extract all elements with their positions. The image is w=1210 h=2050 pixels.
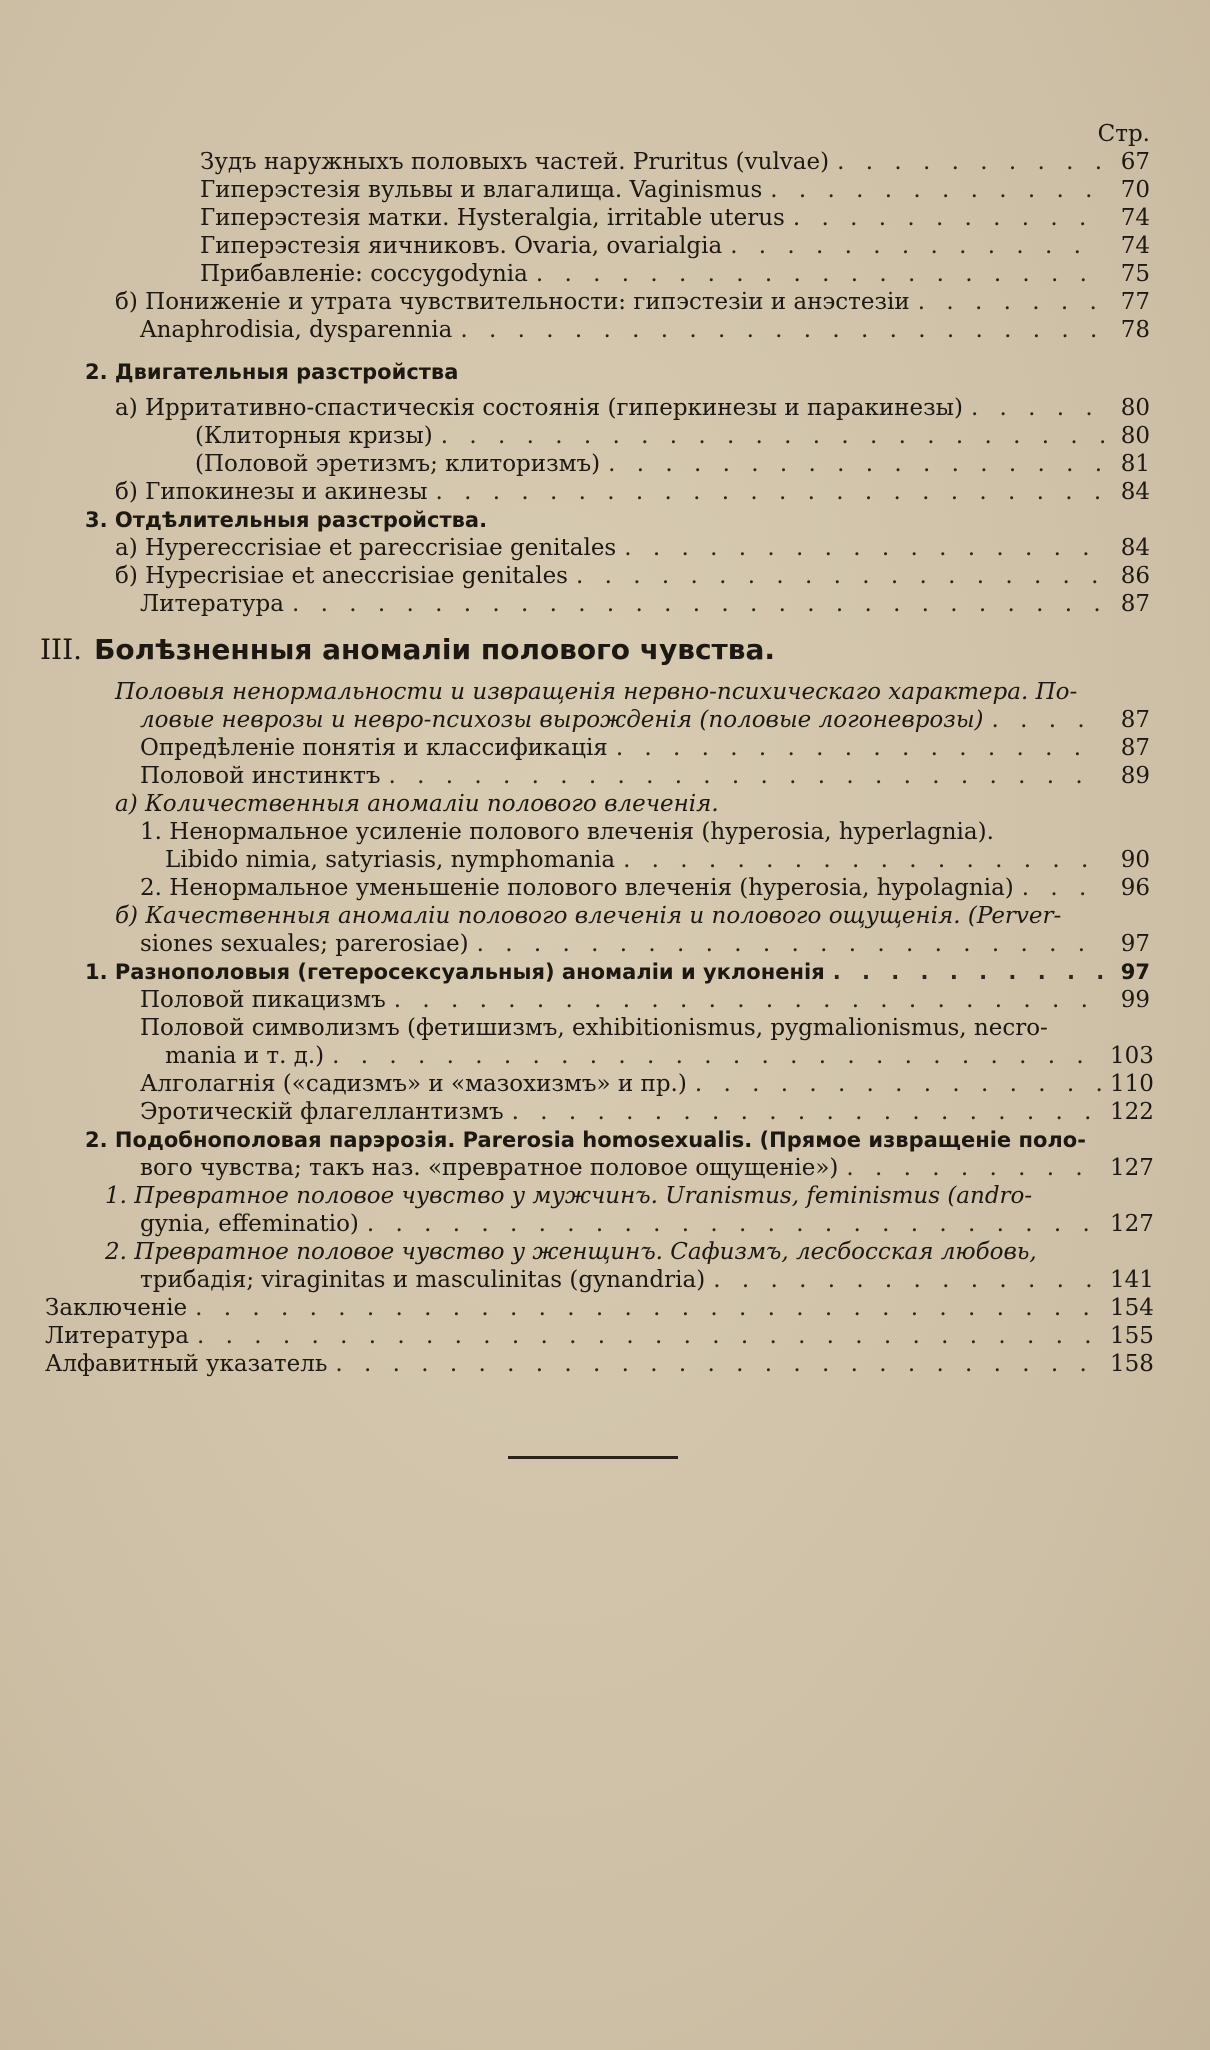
part-heading: III. Болѣзненныя аномаліи полового чувства. xyxy=(40,633,776,666)
toc-entry: трибадія; viraginitas и masculinitas (gynandria) . . . 141 xyxy=(140,1266,1150,1294)
toc-entry: gynia, effeminatio) . . . 127 xyxy=(140,1210,1150,1238)
toc-entry: б) Гипокинезы и акинезы . . . 84 xyxy=(115,478,1150,506)
toc-entry: б) Пониженіе и утрата чувствительности: гипэстезіи и анэстезіи . . . 77 xyxy=(115,288,1150,316)
toc-entry: Половыя ненормальности и извращенія нервно-психическаго характера. По- xyxy=(115,679,1078,705)
toc-entry: 1. Разнополовыя (гетеросексуальныя) аномаліи и уклоненія . . . 97 xyxy=(85,958,1150,986)
toc-entry: 2. Ненормальное уменьшеніе полового влеченія (hyperosia, hypolagnia) . . . 96 xyxy=(140,874,1150,902)
toc-entry: (Половой эретизмъ; клиторизмъ) . . . 81 xyxy=(195,450,1150,478)
section-heading: 2. Двигательныя разстройства xyxy=(85,360,459,384)
toc-entry: вого чувства; такъ наз. «превратное половое ощущеніе») . . . 127 xyxy=(140,1154,1150,1182)
toc-entry: Половой символизмъ (фетишизмъ, exhibitionismus, pygmalionismus, necro- xyxy=(140,1015,1048,1041)
toc-entry: siones sexuales; parerosiae) . . . 97 xyxy=(140,930,1150,958)
toc-entry: ловые неврозы и невро-психозы вырожденія (половые логоневрозы) . . . 87 xyxy=(140,706,1150,734)
toc-entry: Половой пикацизмъ . . . 99 xyxy=(140,986,1150,1014)
toc-entry: а) Hypereccrisiae et pareccrisiae genitales . . . 84 xyxy=(115,534,1150,562)
toc-entry: Литература . . . 87 xyxy=(140,590,1150,618)
section-heading: 3. Отдѣлительныя разстройства. xyxy=(85,508,488,532)
page-column-header: Стр. xyxy=(1097,121,1150,147)
toc-entry: Заключеніе . . . 154 xyxy=(45,1294,1150,1322)
toc-entry: Половой инстинктъ . . . 89 xyxy=(140,762,1150,790)
toc-entry: (Клиторныя кризы) . . . 80 xyxy=(195,422,1150,450)
toc-entry: Гиперэстезія матки. Hysteralgia, irritable uterus . . . 74 xyxy=(200,204,1150,232)
toc-entry: Алголагнія («садизмъ» и «мазохизмъ» и пр.) . . . 110 xyxy=(140,1070,1150,1098)
toc-entry: Алфавитный указатель . . . 158 xyxy=(45,1350,1150,1378)
toc-entry: 1. Ненормальное усиленіе полового влеченія (hyperosia, hyperlagnia). xyxy=(140,819,994,845)
toc-entry: Гиперэстезія вульвы и влагалища. Vaginismus . . . 70 xyxy=(200,176,1150,204)
toc-entry: Зудъ наружныхъ половыхъ частей. Pruritus (vulvae) . . . 67 xyxy=(200,148,1150,176)
toc-entry: Эротическій флагеллантизмъ . . . 122 xyxy=(140,1098,1150,1126)
toc-entry: б) Качественныя аномаліи полового влеченія и полового ощущенія. (Perver- xyxy=(115,903,1062,929)
toc-entry: Литература . . . 155 xyxy=(45,1322,1150,1350)
toc-entry: Libido nimia, satyriasis, nymphomania . . . 90 xyxy=(165,846,1150,874)
toc-entry: б) Hypecrisiae et aneccrisiae genitales . . . 86 xyxy=(115,562,1150,590)
toc-entry: Опредѣленіе понятія и классификація . . . 87 xyxy=(140,734,1150,762)
toc-entry: 2. Подобнополовая парэрозія. Parerosia homosexualis. (Прямое извращеніе поло- xyxy=(85,1128,1086,1152)
toc-entry: mania и т. д.) . . . 103 xyxy=(165,1042,1150,1070)
toc-entry: а) Количественныя аномаліи полового влеченія. xyxy=(115,791,719,817)
toc-entry: а) Ирритативно-спастическія состоянія (гиперкинезы и паракинезы) . . . 80 xyxy=(115,394,1150,422)
toc-entry: 1. Превратное половое чувство у мужчинъ. Uranismus, feminismus (andro- xyxy=(105,1183,1033,1209)
toc-entry: Гиперэстезія яичниковъ. Ovaria, ovarialgia . . . 74 xyxy=(200,232,1150,260)
closing-rule xyxy=(508,1456,678,1459)
toc-entry: 2. Превратное половое чувство у женщинъ. Сафизмъ, лесбосская любовь, xyxy=(105,1239,1037,1265)
toc-entry: Anaphrodisia, dysparennia . . . 78 xyxy=(140,316,1150,344)
toc-entry: Прибавленіе: coccygodynia . . . 75 xyxy=(200,260,1150,288)
